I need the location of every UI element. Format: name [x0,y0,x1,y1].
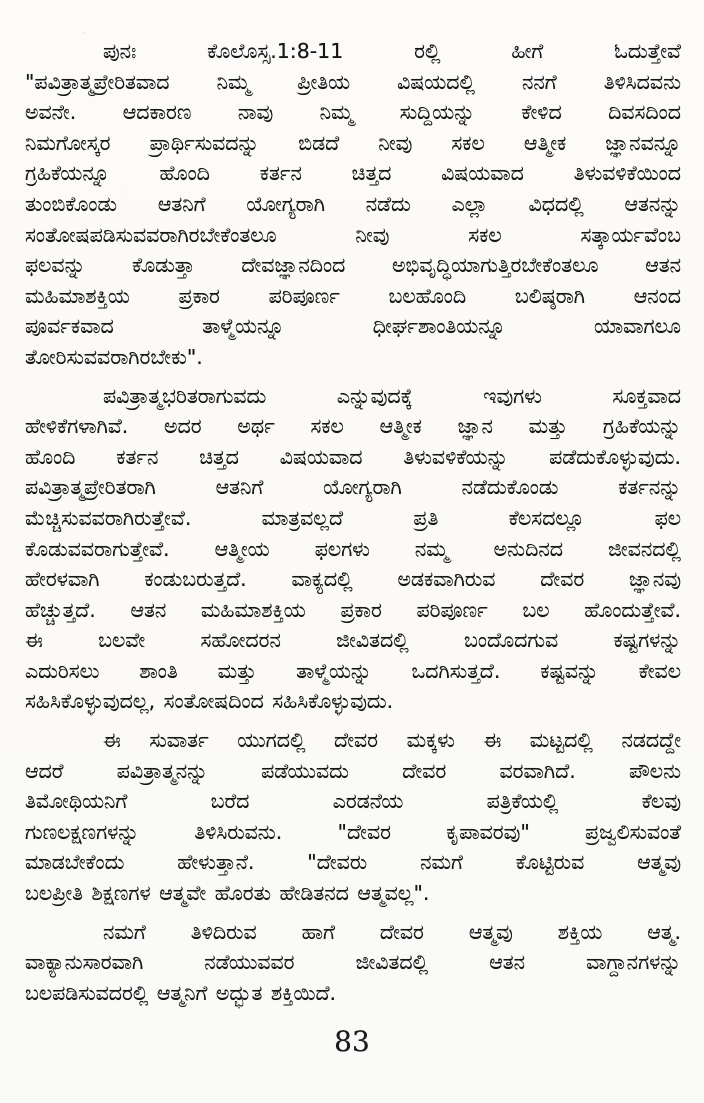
text-line: ಗ್ರಹಿಕೆಯನ್ನೂ ಹೊಂದಿ ಕರ್ತನ ಚಿತ್ತದ ವಿಷಯವಾದ ತಿಳುವಳಿಕೆಯಿಂದ [25,161,681,186]
text-line: ತುಂಬಿಕೊಂಡು ಆತನಿಗೆ ಯೋಗ್ಯರಾಗಿ ನಡೆದು ಎಲ್ಲಾ ವಿಧದಲ್ಲಿ ಆತನನ್ನು [25,191,681,216]
text-line: ಪವಿತ್ರಾತ್ಮಭರಿತರಾಗುವದು ಎನ್ನುವುದಕ್ಕೆ ಇವುಗಳು ಸೂಕ್ತವಾದ [103,383,681,408]
text-line: ಕೊಡುವವರಾಗುತ್ತೇವೆ. ಆತ್ಮೀಯ ಫಲಗಳು ನಮ್ಮ ಅನುದಿನದ ಜೀವನದಲ್ಲಿ [25,536,681,561]
text-line: ಸಂತೋಷಪಡಿಸುವವರಾಗಿರಬೇಕೆಂತಲೂ ನೀವು ಸಕಲ ಸತ್ಕಾರ್ಯವೆಂಬ [25,222,681,247]
text-line: ಸಹಿಸಿಕೊಳ್ಳುವುದಲ್ಲ, ಸಂತೋಷದಿಂದ ಸಹಿಸಿಕೊಳ್ಳುವುದು. [25,689,394,714]
text-line: ಹೇಳಿಕೆಗಳಾಗಿವೆ. ಅದರ ಅರ್ಥ ಸಕಲ ಆತ್ಮೀಕ ಜ್ಞಾನ ಮತ್ತು ಗ್ರಹಿಕೆಯನ್ನು [25,414,681,439]
text-line: ಗುಣಲಕ್ಷಣಗಳನ್ನು ತಿಳಿಸಿರುವನು. "ದೇವರ ಕೃಪಾವರವು" ಪ್ರಜ್ವಲಿಸುವಂತೆ [25,819,681,844]
text-line: ಫಲವನ್ನು ಕೊಡುತ್ತಾ ದೇವಜ್ಞಾನದಿಂದ ಅಭಿವೃದ್ಧಿಯಾಗುತ್ತಿರಬೇಕೆಂತಲೂ ಆತನ [25,253,681,278]
text-line: ನಮಗೆ ತಿಳಿದಿರುವ ಹಾಗೆ ದೇವರ ಆತ್ಮವು ಶಕ್ತಿಯ ಆತ್ಮ. [103,919,681,944]
text-line: "ಪವಿತ್ರಾತ್ಮಪ್ರೇರಿತವಾದ ನಿಮ್ಮ ಪ್ರೀತಿಯ ವಿಷಯದಲ್ಲಿ ನನಗೆ ತಿಳಿಸಿದವನು [25,69,681,94]
text-line: ಬಲಪಡಿಸುವದರಲ್ಲಿ ಆತ್ಮನಿಗೆ ಅದ್ಭುತ ಶಕ್ತಿಯಿದೆ. [25,980,337,1005]
text-line: ಹೊಂದಿ ಕರ್ತನ ಚಿತ್ತದ ವಿಷಯವಾದ ತಿಳುವಳಿಕೆಯನ್ನು ಪಡೆದುಕೊಳ್ಳುವುದು. [25,444,681,469]
text-line: ತಿಮೋಥಿಯನಿಗೆ ಬರೆದ ಎರಡನೆಯ ಪತ್ರಿಕೆಯಲ್ಲಿ ಕೆಲವು [25,789,681,814]
text-line: ಹೆಚ್ಚುತ್ತದೆ. ಆತನ ಮಹಿಮಾಶಕ್ತಿಯ ಪ್ರಕಾರ ಪರಿಪೂರ್ಣ ಬಲ ಹೊಂದುತ್ತೇವೆ. [25,597,681,622]
text-line: ಹೇರಳವಾಗಿ ಕಂಡುಬರುತ್ತದೆ. ವಾಕ್ಯದಲ್ಲಿ ಅಡಕವಾಗಿರುವ ದೇವರ ಜ್ಞಾನವು [25,567,681,592]
text-line: ಎದುರಿಸಲು ಶಾಂತಿ ಮತ್ತು ತಾಳ್ಮೆಯನ್ನು ಒದಗಿಸುತ್ತದೆ. ಕಷ್ಟವನ್ನು ಕೇವಲ [25,658,681,683]
text-line: ತೋರಿಸುವವರಾಗಿರಬೇಕು". [25,344,203,369]
text-line: ಪೂರ್ವಕವಾದ ತಾಳ್ಮೆಯನ್ನೂ ಧೀರ್ಘಶಾಂತಿಯನ್ನೂ ಯಾವಾಗಲೂ [25,314,681,339]
text-line: ಪುನಃ ಕೊಲೊಸ್ಸ.1:8-11 ರಲ್ಲಿ ಹೀಗೆ ಓದುತ್ತೇವೆ [103,39,681,63]
text-line: ವಾಕ್ಯಾನುಸಾರವಾಗಿ ನಡೆಯುವವರ ಜೀವಿತದಲ್ಲಿ ಆತನ ವಾಗ್ದಾನಗಳನ್ನು [25,950,681,975]
page-text [25,36,681,1008]
text-line: ಆದರೆ ಪವಿತ್ರಾತ್ಮನನ್ನು ಪಡೆಯುವದು ದೇವರ ವರವಾಗಿದೆ. ಪೌಲನು [25,758,681,783]
paragraph [25,36,681,373]
paragraph [25,725,681,909]
page-number: 83 [334,1025,370,1058]
text-line: ಈ ಬಲವೇ ಸಹೋದರನ ಜೀವಿತದಲ್ಲಿ ಬಂದೊದಗುವ ಕಷ್ಟಗಳನ್ನು [25,628,681,653]
text-line: ಮಾಡಬೇಕೆಂದು ಹೇಳುತ್ತಾನೆ. "ದೇವರು ನಮಗೆ ಕೊಟ್ಟಿರುವ ಆತ್ಮವು [25,850,681,875]
text-line: ಮಹಿಮಾಶಕ್ತಿಯ ಪ್ರಕಾರ ಪರಿಪೂರ್ಣ ಬಲಹೊಂದಿ ಬಲಿಷ್ಠರಾಗಿ ಆನಂದ [25,283,681,308]
paragraph [25,917,681,1009]
paragraph [25,381,681,718]
text-line: ಮೆಚ್ಚಿಸುವವರಾಗಿರುತ್ತೇವೆ. ಮಾತ್ರವಲ್ಲದೆ ಪ್ರತಿ ಕೆಲಸದಲ್ಲೂ ಫಲ [25,505,681,530]
text-line: ಬಲಪ್ರೀತಿ ಶಿಕ್ಷಣಗಳ ಆತ್ಮವೇ ಹೊರತು ಹೇಡಿತನದ ಆತ್ಮವಲ್ಲ". [25,881,430,906]
text-line: ನಿಮಗೋಸ್ಕರ ಪ್ರಾರ್ಥಿಸುವದನ್ನು ಬಿಡದೆ ನೀವು ಸಕಲ ಆತ್ಮೀಕ ಜ್ಞಾನವನ್ನೂ [25,130,681,155]
text-line: ಈ ಸುವಾರ್ತ ಯುಗದಲ್ಲಿ ದೇವರ ಮಕ್ಕಳು ಈ ಮಟ್ಟದಲ್ಲಿ ನಡದದ್ದೇ [103,728,681,753]
text-line: ಪವಿತ್ರಾತ್ಮಪ್ರೇರಿತರಾಗಿ ಆತನಿಗೆ ಯೋಗ್ಯರಾಗಿ ನಡೆದುಕೊಂಡು ಕರ್ತನನ್ನು [25,475,681,500]
text-line: ಅವನೇ. ಆದಕಾರಣ ನಾವು ನಿಮ್ಮ ಸುದ್ದಿಯನ್ನು ಕೇಳಿದ ದಿವಸದಿಂದ [25,100,681,125]
